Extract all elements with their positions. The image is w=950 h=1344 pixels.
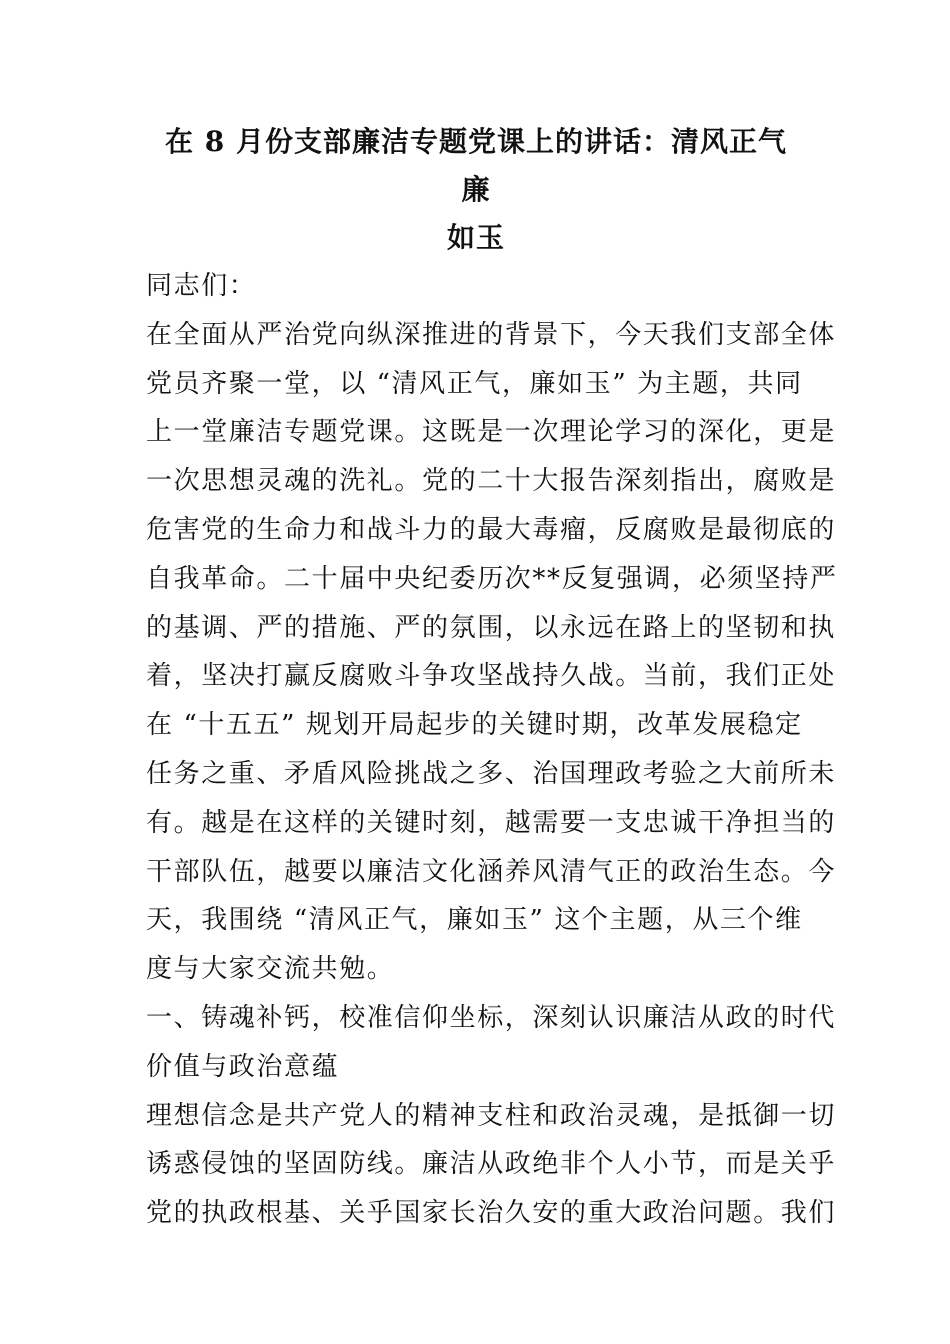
- text-line: 自我革命。二十届中央纪委历次**反复强调，必须坚持严: [146, 563, 838, 594]
- section-heading: [146, 994, 837, 1092]
- text-line: 党的执政根基、关乎国家长治久安的重大政治问题。我们: [146, 1198, 837, 1229]
- heading-line: 一、铸魂补钙，校准信仰坐标，深刻认识廉洁从政的时代: [146, 1002, 837, 1033]
- text-line: 度与大家交流共勉。: [146, 954, 395, 985]
- text-line: 任务之重、矛盾风险挑战之多、治国理政考验之大前所未: [146, 758, 837, 789]
- document-page: [146, 118, 838, 1238]
- text-line: 理想信念是共产党人的精神支柱和政治灵魂，是抵御一切: [146, 1100, 837, 1131]
- text-line: 在全面从严治党向纵深推进的背景下，今天我们支部全体: [146, 319, 837, 350]
- text-line: 天，我围绕 “清风正气，廉如玉” 这个主题，从三个维: [146, 905, 803, 936]
- text-line: 着，坚决打赢反腐败斗争攻坚战持久战。当前，我们正处: [146, 661, 837, 692]
- text-line: 有。越是在这样的关键时刻，越需要一支忠诚干净担当的: [146, 807, 837, 838]
- text-line: 党员齐聚一堂，以 “清风正气，廉如玉” 为主题，共同: [146, 368, 803, 399]
- title-line: 在 8 月份支部廉洁专题党课上的讲话：清风正气 廉: [165, 125, 787, 206]
- text-line: 干部队伍，越要以廉洁文化涵养风清气正的政治生态。今: [146, 856, 837, 887]
- title-line: 如玉: [446, 221, 505, 254]
- salutation-text: 同志们：: [146, 271, 257, 301]
- heading-line: 价值与政治意蕴: [146, 1051, 340, 1082]
- document-title: [146, 118, 806, 262]
- text-line: 上一堂廉洁专题党课。这既是一次理论学习的深化，更是: [146, 417, 837, 448]
- text-line: 诱惑侵蚀的坚固防线。廉洁从政绝非个人小节，而是关乎: [146, 1149, 837, 1180]
- text-line: 在 “十五五” 规划开局起步的关键时期，改革发展稳定: [146, 710, 803, 741]
- text-line: 一次思想灵魂的洗礼。党的二十大报告深刻指出，腐败是: [146, 466, 837, 497]
- text-line: 危害党的生命力和战斗力的最大毒瘤，反腐败是最彻底的: [146, 514, 837, 545]
- salutation: [146, 262, 806, 311]
- body-paragraph: [146, 1092, 837, 1238]
- text-line: 的基调、严的措施、严的氛围，以永远在路上的坚韧和执: [146, 612, 837, 643]
- intro-paragraph: [146, 311, 838, 994]
